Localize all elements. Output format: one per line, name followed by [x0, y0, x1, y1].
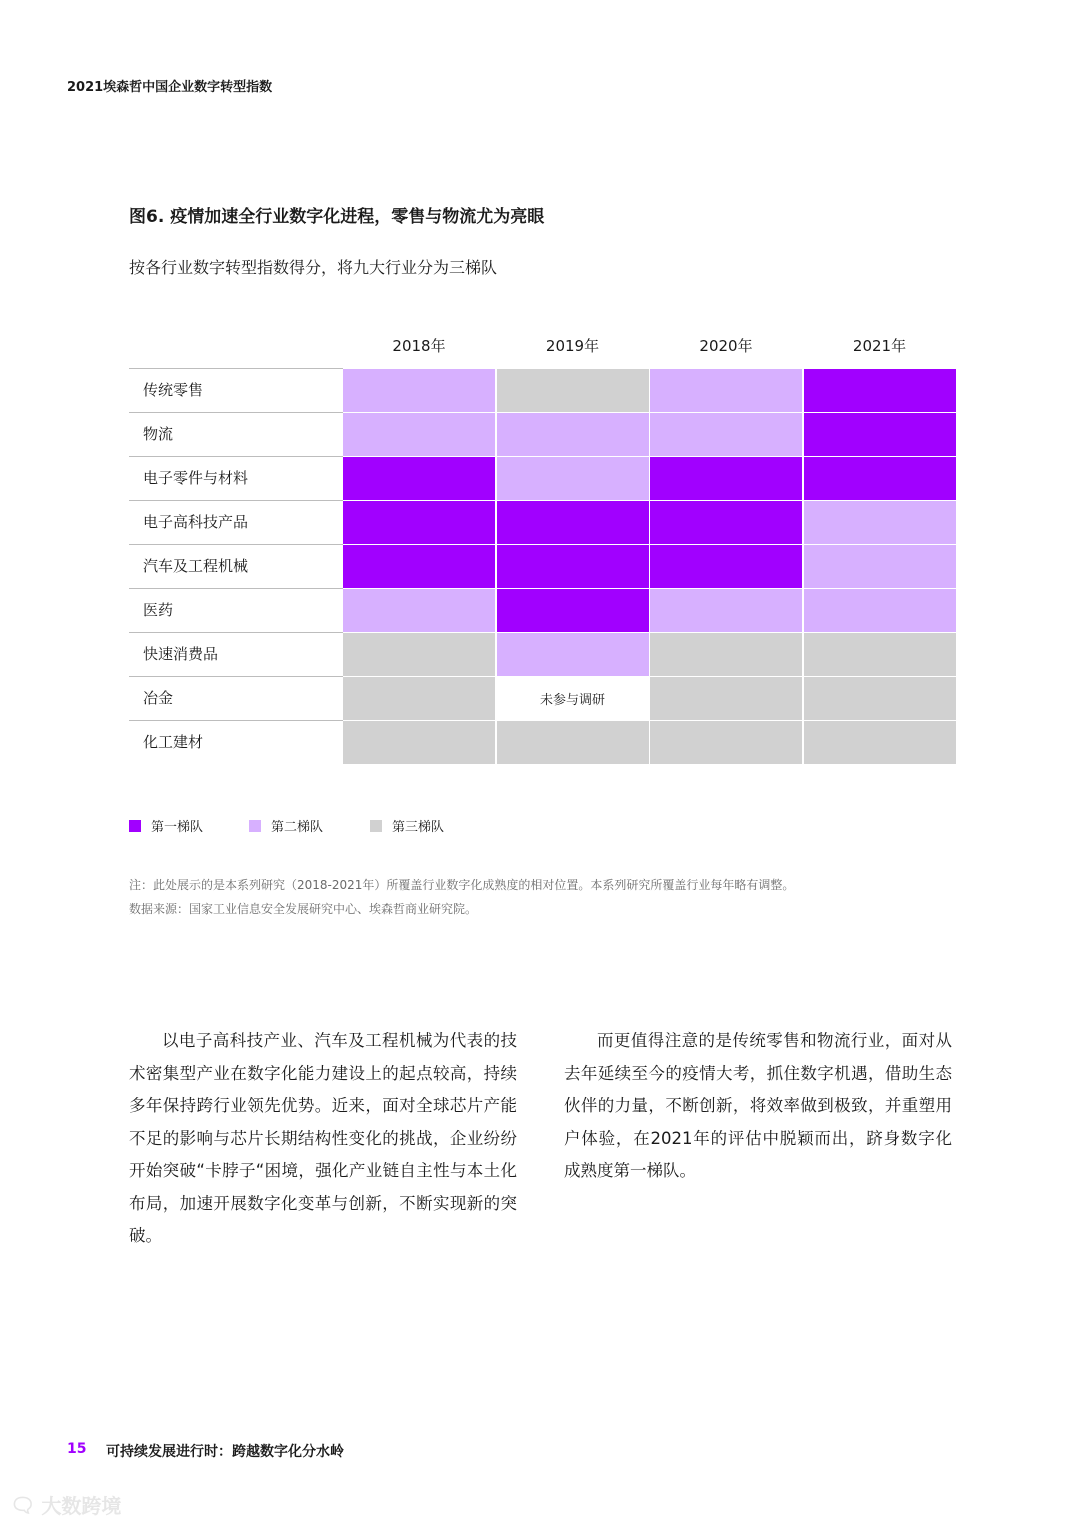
heatmap-cell — [804, 501, 956, 544]
heatmap-cell — [650, 413, 802, 456]
heatmap-cell — [343, 589, 495, 632]
legend-item — [249, 816, 323, 835]
heatmap-cell — [497, 413, 649, 456]
heatmap-cell — [650, 633, 802, 676]
industry-label: 冶金 — [143, 689, 174, 707]
chat-bubble-icon: 🗨 — [10, 1492, 36, 1517]
legend-label: 第二梯队 — [271, 820, 324, 835]
heatmap-cell — [804, 677, 956, 720]
heatmap-cell — [804, 589, 956, 632]
heatmap-cell — [343, 369, 495, 412]
heatmap-cell — [497, 589, 649, 632]
figure-subtitle: 按各行业数字转型指数得分，将九大行业分为三梯队 — [129, 258, 498, 277]
industry-tier-heatmap — [129, 330, 952, 762]
heatmap-cell — [650, 457, 802, 500]
legend-swatch — [370, 820, 382, 832]
heatmap-cell — [804, 721, 956, 764]
industry-label: 电子零件与材料 — [143, 469, 249, 487]
body-paragraph-right: 而更值得注意的是传统零售和物流行业，面对从去年延续至今的疫情大考，抓住数字机遇，借助生态伙伴的力量，不断创新，将效率做到极致，并重塑用户体验，在2021年的评估中脱颖而出，跻身数字化成熟度第一梯队。 — [564, 1031, 952, 1180]
legend-label: 第三梯队 — [392, 820, 445, 835]
heatmap-cell — [343, 633, 495, 676]
heatmap-cell: 未参与调研 — [497, 677, 649, 720]
document-header-title: 2021埃森哲中国企业数字转型指数 — [67, 80, 273, 95]
legend-item — [129, 816, 203, 835]
heatmap-cell — [650, 369, 802, 412]
heatmap-cell — [804, 413, 956, 456]
heatmap-cell — [804, 457, 956, 500]
heatmap-cell — [804, 545, 956, 588]
industry-label: 化工建材 — [143, 733, 204, 751]
heatmap-cell — [497, 501, 649, 544]
figure-note: 注：此处展示的是本系列研究（2018-2021年）所覆盖行业数字化成熟度的相对位置。本系列研究所覆盖行业每年略有调整。 — [129, 878, 795, 892]
year-header: 2020年 — [699, 337, 753, 355]
industry-label: 传统零售 — [143, 381, 204, 399]
heatmap-cell — [343, 457, 495, 500]
legend-item — [370, 816, 444, 835]
heatmap-cell — [497, 545, 649, 588]
heatmap-cell — [343, 413, 495, 456]
heatmap-cell — [650, 545, 802, 588]
legend-swatch — [129, 820, 141, 832]
heatmap-cell — [804, 369, 956, 412]
heatmap-cell — [497, 457, 649, 500]
year-header: 2019年 — [545, 337, 600, 355]
heatmap-cell — [343, 501, 495, 544]
watermark — [10, 1490, 121, 1519]
heatmap-cell — [343, 721, 495, 764]
heatmap-cell — [343, 545, 495, 588]
heatmap-cell — [650, 721, 802, 764]
heatmap-cell — [497, 721, 649, 764]
industry-label: 电子高科技产品 — [143, 513, 249, 531]
year-header: 2018年 — [392, 337, 446, 355]
legend-label: 第一梯队 — [151, 820, 204, 835]
heatmap-cell — [650, 589, 802, 632]
watermark-text: 大数跨境 — [41, 1494, 122, 1518]
heatmap-cell — [343, 677, 495, 720]
heatmap-cell — [497, 633, 649, 676]
heatmap-cell — [650, 677, 802, 720]
industry-label: 汽车及工程机械 — [143, 557, 249, 575]
figure-source: 数据来源：国家工业信息安全发展研究中心、埃森哲商业研究院。 — [129, 902, 478, 916]
industry-label: 物流 — [143, 425, 174, 443]
heatmap-cell — [804, 633, 956, 676]
page-number: 15 — [67, 1441, 87, 1457]
industry-label: 快速消费品 — [143, 645, 219, 663]
year-header: 2021年 — [852, 337, 907, 355]
figure-title: 图6. 疫情加速全行业数字化进程，零售与物流尤为亮眼 — [129, 207, 545, 227]
industry-label: 医药 — [143, 601, 174, 619]
footer-title: 可持续发展进行时：跨越数字化分水岭 — [106, 1444, 344, 1460]
heatmap-cell — [497, 369, 649, 412]
body-column-right — [564, 1025, 952, 1188]
heatmap-cell — [650, 501, 802, 544]
body-column-left — [129, 1025, 517, 1253]
body-paragraph-left: 以电子高科技产业、汽车及工程机械为代表的技术密集型产业在数字化能力建设上的起点较高，持续多年保持跨行业领先优势。近来，面对全球芯片产能不足的影响与芯片长期结构性变化的挑战，企业纷纷开始突破“卡脖子“困境，强化产业链自主性与本土化布局，加速开展数字化变革与创新，不断实现新的突破。 — [129, 1031, 517, 1245]
legend-swatch — [249, 820, 261, 832]
